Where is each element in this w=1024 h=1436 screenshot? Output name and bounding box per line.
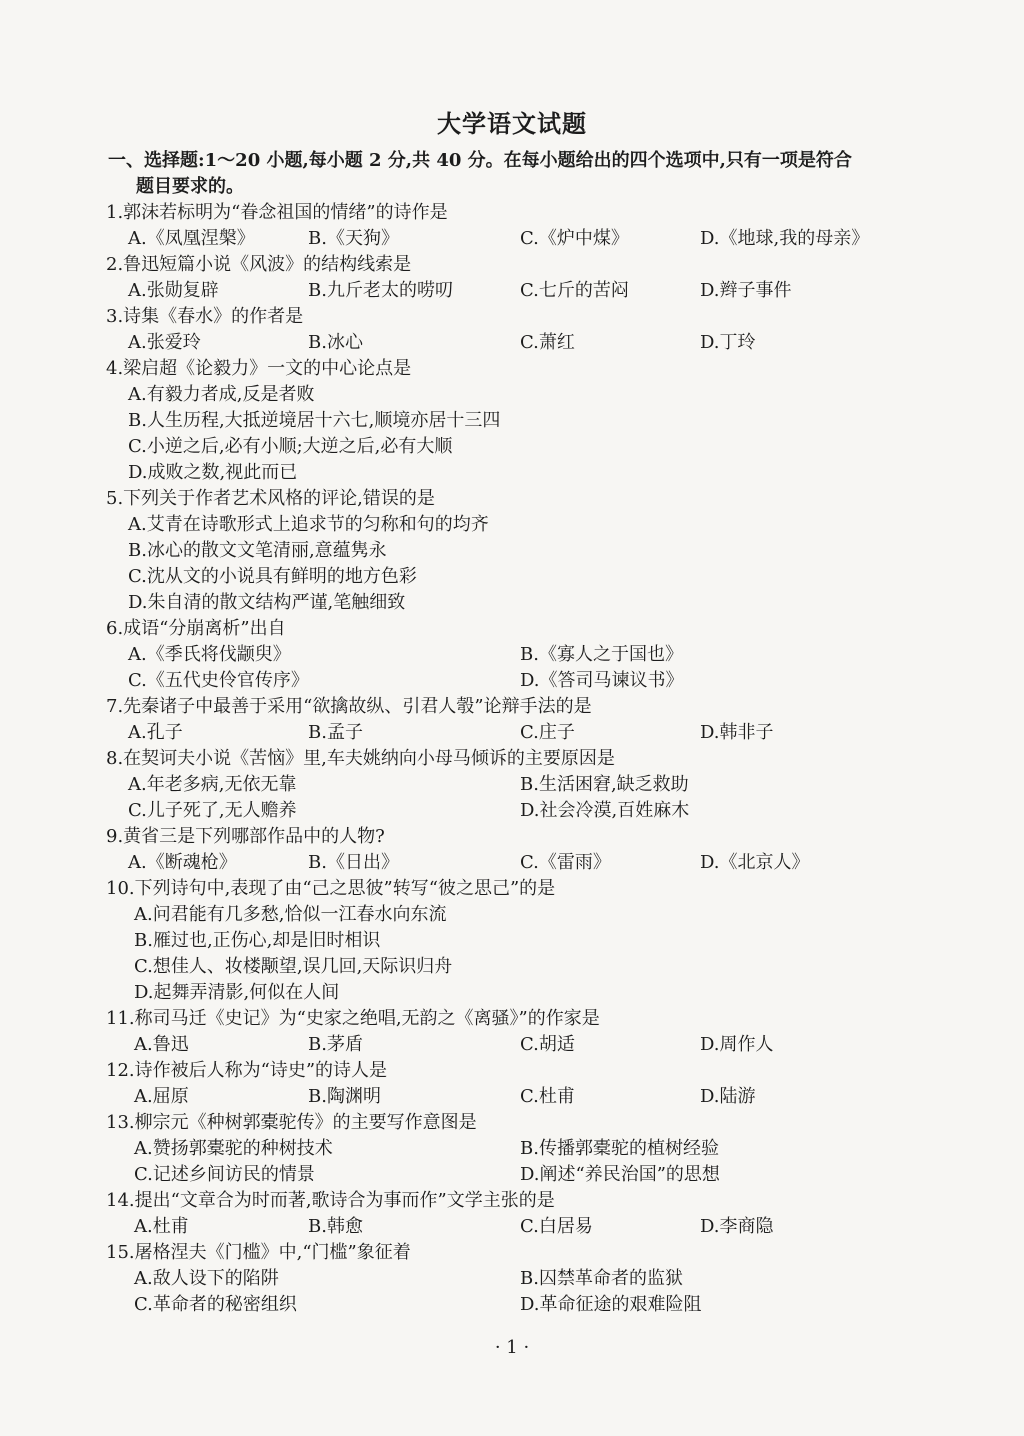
option-a: A.鲁迅 <box>134 1034 189 1055</box>
option-a: A.赞扬郭橐驼的种树技术 <box>134 1138 333 1159</box>
question-6: 6.成语“分崩离析”出自 <box>106 618 286 639</box>
option-d: D.《北京人》 <box>700 852 810 873</box>
question-14: 14.提出“文章合为时而著,歌诗合为事而作”文学主张的是 <box>106 1190 555 1211</box>
option-c: C.小逆之后,必有小顺;大逆之后,必有大顺 <box>128 436 453 457</box>
question-14-options <box>134 1214 1024 1240</box>
question-11: 11.称司马迁《史记》为“史家之绝唱,无韵之《离骚》”的作家是 <box>106 1008 600 1029</box>
option-b: B.九斤老太的唠叨 <box>308 280 453 301</box>
section-line-1: 一、选择题:1～20 小题,每小题 2 分,共 40 分。在每小题给出的四个选项中,只有一项是符合 <box>108 150 852 171</box>
question-8-options-row-1 <box>128 772 1024 798</box>
option-c: C.《雷雨》 <box>520 852 611 873</box>
option-b: B.生活困窘,缺乏救助 <box>520 774 689 795</box>
section-line-2: 题目要求的。 <box>136 176 244 197</box>
option-b: B.陶渊明 <box>308 1086 381 1107</box>
option-c: C.萧红 <box>520 332 575 353</box>
page-title: 大学语文试题 <box>437 109 587 138</box>
option-b: B.茅盾 <box>308 1034 363 1055</box>
option-a: A.屈原 <box>134 1086 189 1107</box>
question-1-options <box>128 226 1024 252</box>
option-b: B.孟子 <box>308 722 363 743</box>
section-instructions <box>108 148 928 200</box>
option-a: A.《凤凰涅槃》 <box>128 228 255 249</box>
option-c: C.想佳人、妆楼颙望,误几回,天际识归舟 <box>134 956 453 977</box>
question-5: 5.下列关于作者艺术风格的评论,错误的是 <box>106 488 435 509</box>
question-15: 15.屠格涅夫《门槛》中,“门槛”象征着 <box>106 1242 411 1263</box>
question-13-options-row-1 <box>134 1136 1024 1162</box>
option-c: C.庄子 <box>520 722 575 743</box>
question-12-options <box>134 1084 1024 1110</box>
question-7: 7.先秦诸子中最善于采用“欲擒故纵、引君人彀”论辩手法的是 <box>106 696 592 717</box>
option-d: D.阐述“养民治国”的思想 <box>520 1164 720 1185</box>
option-a: A.艾青在诗歌形式上追求节的匀称和句的均齐 <box>128 514 489 535</box>
question-6-options-row-1 <box>128 642 1024 668</box>
question-6-options-row-2 <box>128 668 1024 694</box>
option-a: A.孔子 <box>128 722 183 743</box>
option-d: D.社会冷漠,百姓麻木 <box>520 800 690 821</box>
option-d: D.丁玲 <box>700 332 756 353</box>
question-1: 1.郭沫若标明为“眷念祖国的情绪”的诗作是 <box>106 202 448 223</box>
question-2-options <box>128 278 1024 304</box>
question-15-options-row-1 <box>134 1266 1024 1292</box>
option-c: C.七斤的苦闷 <box>520 280 629 301</box>
question-9: 9.黄省三是下列哪部作品中的人物? <box>106 826 385 847</box>
page-number: · 1 · <box>494 1337 530 1358</box>
option-d: D.起舞弄清影,何似在人间 <box>134 982 340 1003</box>
option-a: A.张爱玲 <box>128 332 201 353</box>
option-c: C.《炉中煤》 <box>520 228 629 249</box>
option-a: A.年老多病,无依无靠 <box>128 774 297 795</box>
option-c: C.儿子死了,无人赡养 <box>128 800 297 821</box>
option-c: C.沈从文的小说具有鲜明的地方色彩 <box>128 566 417 587</box>
option-d: D.朱自清的散文结构严谨,笔触细致 <box>128 592 406 613</box>
option-d: D.革命征途的艰难险阻 <box>520 1294 702 1315</box>
question-8-options-row-2 <box>128 798 1024 824</box>
option-a: A.《季氏将伐颛臾》 <box>128 644 291 665</box>
option-b: B.冰心的散文文笔清丽,意蕴隽永 <box>128 540 387 561</box>
option-c: C.革命者的秘密组织 <box>134 1294 297 1315</box>
question-4: 4.梁启超《论毅力》一文的中心论点是 <box>106 358 412 379</box>
question-11-options <box>134 1032 1024 1058</box>
option-a: A.敌人设下的陷阱 <box>134 1268 279 1289</box>
option-c: C.记述乡间访民的情景 <box>134 1164 315 1185</box>
option-c: C.胡适 <box>520 1034 575 1055</box>
question-15-options-row-2 <box>134 1292 1024 1318</box>
option-b: B.传播郭橐驼的植树经验 <box>520 1138 719 1159</box>
option-b: B.《日出》 <box>308 852 399 873</box>
question-3: 3.诗集《春水》的作者是 <box>106 306 304 327</box>
question-13-options-row-2 <box>134 1162 1024 1188</box>
question-9-options <box>128 850 1024 876</box>
option-b: B.韩愈 <box>308 1216 363 1237</box>
question-12: 12.诗作被后人称为“诗史”的诗人是 <box>106 1060 388 1081</box>
option-c: C.白居易 <box>520 1216 593 1237</box>
question-7-options <box>128 720 1024 746</box>
option-a: A.《断魂枪》 <box>128 852 237 873</box>
option-d: D.辫子事件 <box>700 280 792 301</box>
option-d: D.韩非子 <box>700 722 774 743</box>
question-13: 13.柳宗元《种树郭橐驼传》的主要写作意图是 <box>106 1112 477 1133</box>
option-b: B.《寡人之于国也》 <box>520 644 683 665</box>
option-a: A.有毅力者成,反是者败 <box>128 384 315 405</box>
option-d: D.成败之数,视此而已 <box>128 462 298 483</box>
option-d: D.《答司马谏议书》 <box>520 670 684 691</box>
option-c: C.《五代史伶官传序》 <box>128 670 309 691</box>
option-d: D.《地球,我的母亲》 <box>700 228 870 249</box>
option-b: B.人生历程,大抵逆境居十六七,顺境亦居十三四 <box>128 410 501 431</box>
option-d: D.陆游 <box>700 1086 756 1107</box>
option-d: D.李商隐 <box>700 1216 774 1237</box>
option-a: A.问君能有几多愁,恰似一江春水向东流 <box>134 904 447 925</box>
option-a: A.张勋复辟 <box>128 280 219 301</box>
option-b: B.囚禁革命者的监狱 <box>520 1268 683 1289</box>
question-2: 2.鲁迅短篇小说《风波》的结构线索是 <box>106 254 412 275</box>
option-b: B.冰心 <box>308 332 363 353</box>
option-a: A.杜甫 <box>134 1216 189 1237</box>
question-8: 8.在契诃夫小说《苦恼》里,车夫姚纳向小母马倾诉的主要原因是 <box>106 748 615 769</box>
option-c: C.杜甫 <box>520 1086 575 1107</box>
option-b: B.雁过也,正伤心,却是旧时相识 <box>134 930 381 951</box>
option-b: B.《天狗》 <box>308 228 399 249</box>
question-10: 10.下列诗句中,表现了由“己之思彼”转写“彼之思己”的是 <box>106 878 556 899</box>
option-d: D.周作人 <box>700 1034 774 1055</box>
question-3-options <box>128 330 1024 356</box>
